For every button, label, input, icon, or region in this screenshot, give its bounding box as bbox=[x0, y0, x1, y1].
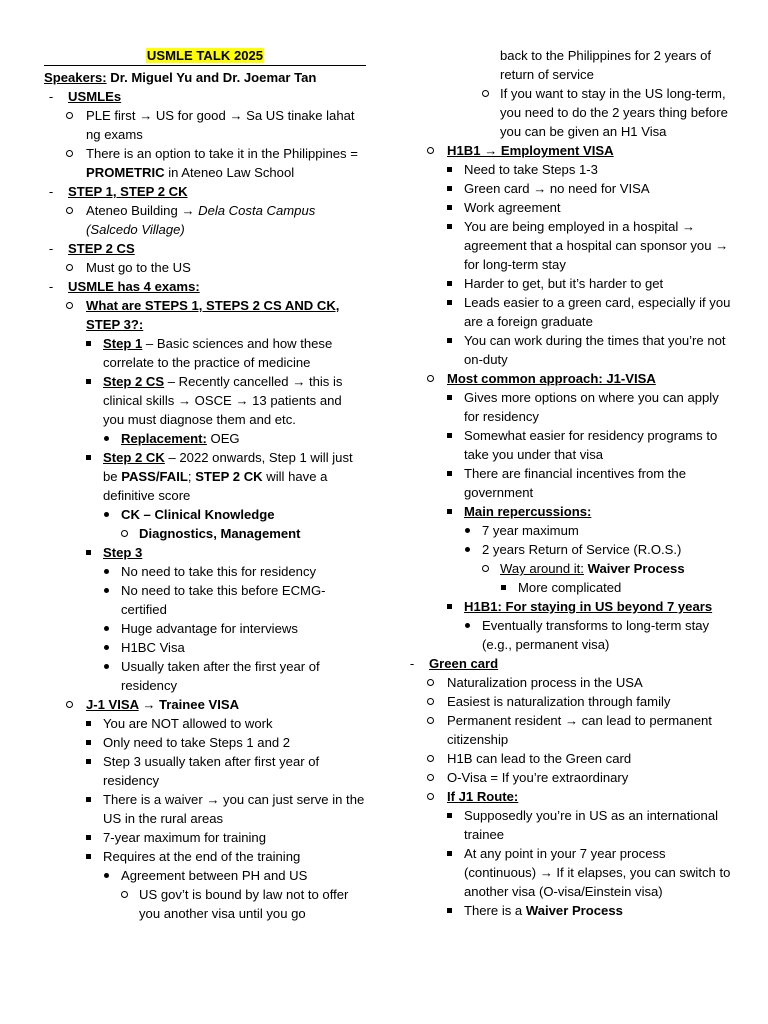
outline-item bbox=[44, 790, 366, 828]
item-text: O-Visa = If you’re extraordinary bbox=[447, 770, 629, 785]
outline-item bbox=[44, 106, 366, 144]
filled-bullet-icon bbox=[99, 619, 113, 638]
outline-item bbox=[44, 524, 366, 543]
outline-item bbox=[44, 581, 366, 619]
speakers-names: Dr. Miguel Yu and Dr. Joemar Tan bbox=[110, 70, 317, 85]
item-text: Requires at the end of the training bbox=[103, 849, 301, 864]
item-text: 2 years Return of Service (R.O.S.) bbox=[482, 542, 682, 557]
text-segment: Ateneo Building → bbox=[86, 203, 199, 218]
outline-item bbox=[44, 657, 366, 695]
item-text: Leads easier to a green card, especially if you are a foreign graduate bbox=[464, 295, 731, 329]
outline-item bbox=[405, 179, 735, 198]
filled-bullet-icon bbox=[99, 581, 113, 600]
filled-bullet-icon bbox=[460, 540, 474, 559]
outline-item bbox=[44, 695, 366, 714]
left-column bbox=[44, 46, 366, 923]
outline-item bbox=[44, 201, 366, 239]
text-segment: There is an option to take it in the Philippines = bbox=[86, 146, 358, 161]
text-segment: – 2022 onwards, Step 1 will just be bbox=[103, 450, 353, 484]
right-outline bbox=[405, 46, 735, 920]
left-outline bbox=[44, 87, 366, 923]
item-text: STEP 1, STEP 2 CK bbox=[68, 184, 188, 199]
outline-item bbox=[405, 768, 735, 787]
outline-item bbox=[405, 464, 735, 502]
item-text: What are STEPS 1, STEPS 2 CS AND CK, STEP 3?: bbox=[86, 298, 340, 332]
outline-item bbox=[44, 752, 366, 790]
outline-item bbox=[44, 239, 366, 258]
item-text: There are financial incentives from the government bbox=[464, 466, 686, 500]
hollow-bullet-icon bbox=[423, 673, 437, 692]
text-segment: STEP 2 CK bbox=[195, 469, 263, 484]
text-segment: PASS/FAIL bbox=[121, 469, 188, 484]
outline-item bbox=[405, 806, 735, 844]
outline-item bbox=[405, 540, 735, 559]
text-segment: Replacement: bbox=[121, 431, 207, 446]
outline-item bbox=[405, 749, 735, 768]
outline-item bbox=[44, 866, 366, 885]
text-segment: There is a bbox=[464, 903, 526, 918]
item-text: Naturalization process in the USA bbox=[447, 675, 643, 690]
outline-item bbox=[405, 160, 735, 179]
text-segment: H1B1 → Employment VISA bbox=[447, 143, 614, 158]
square-bullet-icon bbox=[442, 806, 456, 825]
item-text: CK – Clinical Knowledge bbox=[121, 507, 275, 522]
outline-item bbox=[44, 144, 366, 182]
square-bullet-icon bbox=[442, 179, 456, 198]
filled-bullet-icon bbox=[460, 521, 474, 540]
speakers-line bbox=[44, 68, 366, 87]
filled-bullet-icon bbox=[99, 562, 113, 581]
text-segment: Dela Costa Campus (Salcedo Village) bbox=[86, 203, 316, 237]
dash-bullet-icon: - bbox=[48, 184, 54, 199]
item-text: At any point in your 7 year process (continuous) → If it elapses, you can switch to another visa (O-visa/Einstein visa) bbox=[464, 846, 731, 899]
outline-item bbox=[405, 198, 735, 217]
text-segment: J-1 VISA bbox=[86, 697, 139, 712]
item-text: USMLE has 4 exams: bbox=[68, 279, 200, 294]
hollow-bullet-icon bbox=[117, 885, 131, 904]
square-bullet-icon bbox=[81, 733, 95, 752]
item-text: H1B1: For staying in US beyond 7 years bbox=[464, 599, 713, 614]
item-text: No need to take this before ECMG-certified bbox=[121, 583, 326, 617]
hollow-bullet-icon bbox=[423, 692, 437, 711]
outline-item bbox=[44, 638, 366, 657]
item-text: If you want to stay in the US long-term, you need to do the 2 years thing before you can be given an H1 Visa bbox=[500, 86, 728, 139]
item-text: Green card bbox=[429, 656, 499, 671]
outline-item bbox=[405, 426, 735, 464]
item-text: Usually taken after the first year of residency bbox=[121, 659, 320, 693]
item-text: H1BC Visa bbox=[121, 640, 185, 655]
outline-item bbox=[44, 828, 366, 847]
outline-item bbox=[405, 274, 735, 293]
square-bullet-icon bbox=[81, 828, 95, 847]
outline-item bbox=[405, 502, 735, 521]
item-text: US gov’t is bound by law not to offer you another visa until you go bbox=[139, 887, 349, 921]
item-text: STEP 2 CS bbox=[68, 241, 135, 256]
outline-item bbox=[405, 217, 735, 274]
square-bullet-icon bbox=[442, 293, 456, 312]
item-text: Only need to take Steps 1 and 2 bbox=[103, 735, 291, 750]
square-bullet-icon bbox=[442, 198, 456, 217]
item-text: You are being employed in a hospital → agreement that a hospital can sponsor you → for long-term stay bbox=[464, 219, 729, 272]
filled-bullet-icon bbox=[99, 866, 113, 885]
item-text: No need to take this for residency bbox=[121, 564, 317, 579]
item-text: Step 3 usually taken after first year of residency bbox=[103, 754, 320, 788]
outline-item bbox=[44, 847, 366, 866]
item-text: Need to take Steps 1-3 bbox=[464, 162, 598, 177]
square-bullet-icon bbox=[442, 274, 456, 293]
hollow-bullet-icon bbox=[62, 258, 76, 277]
right-column bbox=[405, 46, 735, 920]
page-title: USMLE TALK 2025 bbox=[146, 48, 264, 63]
text-segment: Way around it: bbox=[500, 561, 584, 576]
text-segment: – Recently cancelled → this is clinical skills → OSCE → 13 patients and you must diagnose them and etc. bbox=[103, 374, 343, 427]
outline-item bbox=[44, 182, 366, 201]
outline-item bbox=[44, 87, 366, 106]
hollow-bullet-icon bbox=[478, 84, 492, 103]
outline-item bbox=[405, 388, 735, 426]
hollow-bullet-icon bbox=[423, 768, 437, 787]
outline-item bbox=[405, 844, 735, 901]
square-bullet-icon bbox=[81, 847, 95, 866]
hollow-bullet-icon bbox=[423, 787, 437, 806]
item-text: Gives more options on where you can apply for residency bbox=[464, 390, 719, 424]
outline-item bbox=[405, 578, 735, 597]
outline-item bbox=[405, 141, 735, 160]
hollow-bullet-icon bbox=[423, 141, 437, 160]
text-segment: PROMETRIC bbox=[86, 165, 165, 180]
item-text: Main repercussions: bbox=[464, 504, 592, 519]
outline-item bbox=[44, 429, 366, 448]
hollow-bullet-icon bbox=[62, 201, 76, 220]
speakers-label: Speakers: bbox=[44, 70, 107, 85]
square-bullet-icon bbox=[442, 597, 456, 616]
item-text: Easiest is naturalization through family bbox=[447, 694, 671, 709]
square-bullet-icon bbox=[496, 578, 510, 597]
text-segment: Step 2 CK bbox=[103, 450, 165, 465]
outline-item bbox=[405, 787, 735, 806]
square-bullet-icon bbox=[81, 714, 95, 733]
dash-bullet-icon: - bbox=[409, 656, 415, 671]
hollow-bullet-icon bbox=[423, 711, 437, 730]
item-text: More complicated bbox=[518, 580, 622, 595]
outline-item bbox=[405, 46, 735, 84]
filled-bullet-icon bbox=[99, 505, 113, 524]
item-text: USMLEs bbox=[68, 89, 122, 104]
square-bullet-icon bbox=[442, 844, 456, 863]
outline-item bbox=[44, 733, 366, 752]
item-text: Agreement between PH and US bbox=[121, 868, 308, 883]
outline-item bbox=[405, 711, 735, 749]
outline-item bbox=[405, 901, 735, 920]
square-bullet-icon bbox=[442, 388, 456, 407]
outline-item bbox=[44, 714, 366, 733]
item-text: Must go to the US bbox=[86, 260, 191, 275]
text-segment: will have a definitive score bbox=[103, 469, 328, 503]
text-segment: Step 2 CS bbox=[103, 374, 165, 389]
hollow-bullet-icon bbox=[423, 749, 437, 768]
outline-item bbox=[405, 654, 735, 673]
square-bullet-icon bbox=[442, 901, 456, 920]
text-segment: Most common approach: J1-VISA bbox=[447, 371, 656, 386]
outline-item bbox=[405, 597, 735, 616]
outline-item bbox=[405, 673, 735, 692]
text-segment: in Ateneo Law School bbox=[164, 165, 295, 180]
outline-item bbox=[44, 334, 366, 372]
title-row bbox=[44, 46, 366, 66]
outline-item bbox=[405, 559, 735, 578]
square-bullet-icon bbox=[442, 502, 456, 521]
outline-item bbox=[44, 372, 366, 429]
hollow-bullet-icon bbox=[423, 369, 437, 388]
item-text: Step 3 bbox=[103, 545, 143, 560]
item-text: Diagnostics, Management bbox=[139, 526, 301, 541]
square-bullet-icon bbox=[442, 426, 456, 445]
item-text: back to the Philippines for 2 years of return of service bbox=[500, 48, 712, 82]
outline-item bbox=[44, 258, 366, 277]
text-segment: – Basic sciences and how these correlate to the practice of medicine bbox=[103, 336, 333, 370]
dash-bullet-icon: - bbox=[48, 241, 54, 256]
outline-item bbox=[405, 293, 735, 331]
item-text: Harder to get, but it’s harder to get bbox=[464, 276, 664, 291]
item-text: Permanent resident → can lead to permanent citizenship bbox=[447, 713, 712, 747]
hollow-bullet-icon bbox=[62, 144, 76, 163]
square-bullet-icon bbox=[81, 543, 95, 562]
item-text: Huge advantage for interviews bbox=[121, 621, 298, 636]
outline-item bbox=[405, 692, 735, 711]
square-bullet-icon bbox=[442, 464, 456, 483]
outline-item bbox=[44, 448, 366, 505]
filled-bullet-icon bbox=[99, 638, 113, 657]
text-segment: Step 1 bbox=[103, 336, 143, 351]
dash-bullet-icon: - bbox=[48, 89, 54, 104]
outline-item bbox=[44, 505, 366, 524]
item-text: PLE first → US for good → Sa US tinake lahat ng exams bbox=[86, 108, 355, 142]
square-bullet-icon bbox=[442, 217, 456, 236]
item-text: 7 year maximum bbox=[482, 523, 579, 538]
text-segment: Waiver Process bbox=[525, 903, 623, 918]
text-segment: OEG bbox=[206, 431, 240, 446]
outline-item bbox=[44, 619, 366, 638]
hollow-bullet-icon bbox=[478, 559, 492, 578]
outline-item bbox=[405, 521, 735, 540]
outline-item bbox=[405, 616, 735, 654]
text-segment: ; bbox=[187, 469, 196, 484]
outline-item bbox=[44, 562, 366, 581]
item-text: H1B can lead to the Green card bbox=[447, 751, 632, 766]
square-bullet-icon bbox=[81, 752, 95, 771]
item-text: There is a waiver → you can just serve in the US in the rural areas bbox=[103, 792, 365, 826]
hollow-bullet-icon bbox=[62, 106, 76, 125]
item-text: Eventually transforms to long-term stay (e.g., permanent visa) bbox=[482, 618, 710, 652]
filled-bullet-icon bbox=[99, 657, 113, 676]
square-bullet-icon bbox=[442, 160, 456, 179]
outline-item bbox=[44, 296, 366, 334]
outline-item bbox=[44, 277, 366, 296]
outline-item bbox=[405, 369, 735, 388]
dash-bullet-icon: - bbox=[48, 279, 54, 294]
item-text: You can work during the times that you’re not on-duty bbox=[464, 333, 726, 367]
square-bullet-icon bbox=[81, 334, 95, 353]
outline-item bbox=[405, 331, 735, 369]
outline-item bbox=[44, 885, 366, 923]
hollow-bullet-icon bbox=[62, 695, 76, 714]
outline-item bbox=[44, 543, 366, 562]
filled-bullet-icon bbox=[460, 616, 474, 635]
hollow-bullet-icon bbox=[62, 296, 76, 315]
outline-item bbox=[405, 84, 735, 141]
text-segment: → Trainee VISA bbox=[138, 697, 240, 712]
item-text: Work agreement bbox=[464, 200, 561, 215]
square-bullet-icon bbox=[81, 790, 95, 809]
filled-bullet-icon bbox=[99, 429, 113, 448]
item-text: Somewhat easier for residency programs to take you under that visa bbox=[464, 428, 718, 462]
text-segment: Waiver Process bbox=[583, 561, 685, 576]
hollow-bullet-icon bbox=[117, 524, 131, 543]
item-text: You are NOT allowed to work bbox=[103, 716, 273, 731]
item-text: Green card → no need for VISA bbox=[464, 181, 650, 196]
item-text: 7-year maximum for training bbox=[103, 830, 266, 845]
square-bullet-icon bbox=[81, 372, 95, 391]
square-bullet-icon bbox=[442, 331, 456, 350]
item-text: If J1 Route: bbox=[447, 789, 519, 804]
item-text: Supposedly you’re in US as an international trainee bbox=[464, 808, 719, 842]
square-bullet-icon bbox=[81, 448, 95, 467]
